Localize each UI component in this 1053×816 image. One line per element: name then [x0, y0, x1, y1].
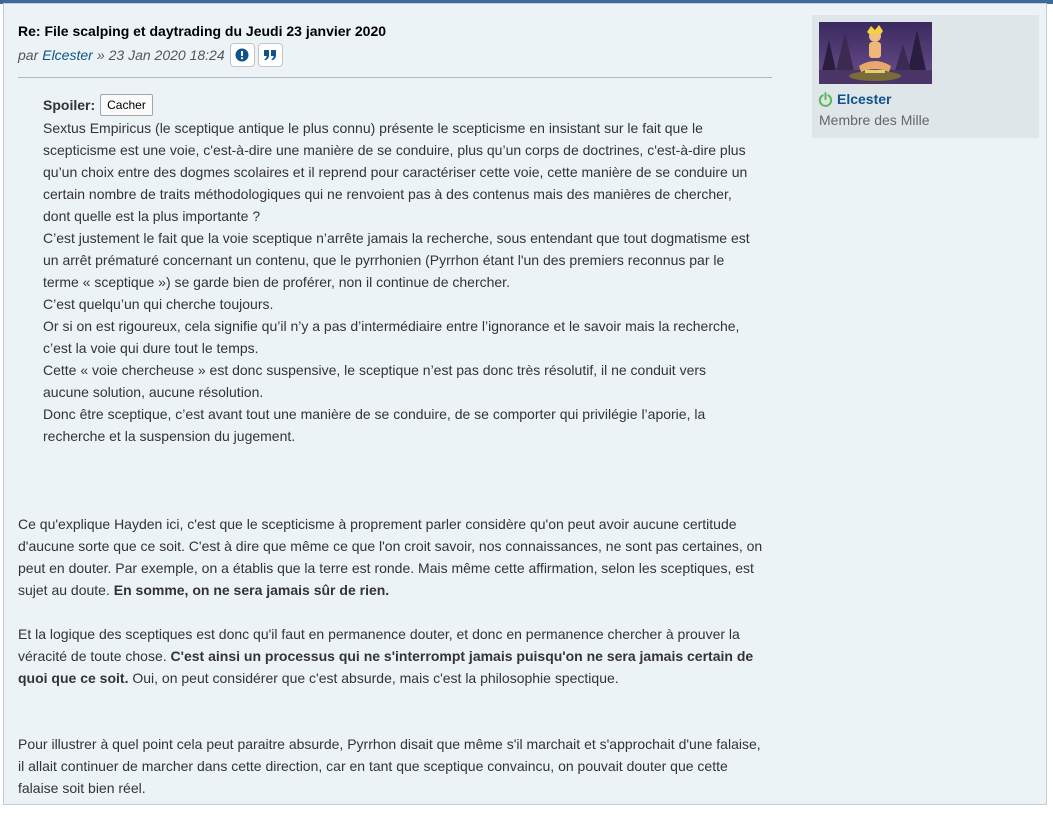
- post-divider: [18, 77, 772, 78]
- forum-post: [3, 3, 1047, 805]
- report-exclamation-icon: [235, 48, 249, 62]
- spoiler-line: Or si on est rigoureux, cela signifie qu’il n’y a pas d’intermédiaire entre l’ignorance et le savoir mais la recherche, c’est la voie qui dure tout le temps.: [43, 318, 740, 356]
- post-author-line: [18, 42, 773, 68]
- separator: »: [96, 47, 105, 63]
- body-paragraph-3: [18, 733, 768, 799]
- spoiler-line: C’est justement le fait que la voie sceptique n’arrête jamais la recherche, sous entendant que tout dogmatisme est un arrêt prématuré concernant un contenu, que le pyrrhonien (Pyrrhon étant l'un des premiers reconnus par le terme « sceptique ») se garde bien de proférer, non il continue de chercher.: [43, 230, 750, 290]
- paragraph-bold: En somme, on ne sera jamais sûr de rien.: [113, 582, 390, 598]
- author-profile: [812, 15, 1039, 138]
- by-label: par: [18, 47, 39, 63]
- online-power-icon: [818, 92, 833, 107]
- paragraph-tail: Oui, on peut considérer que c'est absurde, mais c'est la philosophie spectique.: [128, 670, 619, 686]
- spoiler-label: Spoiler:: [43, 97, 96, 113]
- profile-username[interactable]: [818, 90, 891, 108]
- spoiler-line: Sextus Empiricus (le sceptique antique le plus connu) présente le scepticisme en insistant sur le fait que le scepticisme est une voie, c'est-à-dire une manière de se conduire, plus qu’un corps de doctrines, c'est-à-dire plus qu’un choix entre des dogmes scolaires et il reprend pour caractériser cette voie, cette manière de se conduire un certain nombre de traits méthodologiques qui ne renvoient pas à des contenus mais des manières de chercher, dont quelle est la plus importante ?: [43, 120, 748, 224]
- paragraph-text: Et la logique des sceptiques est donc qu'il faut en permanence douter, et donc en permanence chercher à prouver la véracité de toute chose.: [18, 626, 740, 664]
- body-paragraph-2: [18, 623, 768, 689]
- report-button[interactable]: [230, 43, 255, 67]
- post-title[interactable]: Re: File scalping et daytrading du Jeudi 23 janvier 2020: [18, 23, 387, 39]
- hide-spoiler-button[interactable]: Cacher: [100, 94, 153, 116]
- author-link[interactable]: Elcester: [42, 47, 93, 63]
- spoiler-content: [43, 117, 753, 447]
- spoiler-line: Cette « voie chercheuse » est donc suspensive, le sceptique n’est pas donc très résolutif, il ne conduit vers aucune solution, aucune résolution.: [43, 362, 707, 400]
- spoiler-block: [43, 93, 753, 447]
- quote-icon: [263, 49, 277, 61]
- post-body: [18, 22, 773, 68]
- body-paragraph-1: [18, 513, 768, 601]
- paragraph-bold: C'est ainsi un processus qui ne s'interrompt jamais puisqu'on ne sera jamais certain de quoi que ce soit.: [18, 648, 754, 686]
- paragraph-text: Pour illustrer à quel point cela peut paraitre absurde, Pyrrhon disait que même s'il marchait et s'approchait d'une falaise, il allait continuer de marcher dans cette direction, car en tant que sceptique convaincu, on pouvait douter que cette falaise soit bien réel.: [18, 736, 761, 796]
- paragraph-text: Ce qu'explique Hayden ici, c'est que le scepticisme à proprement parler considère qu'on peut avoir aucune certitude d'aucune sorte que ce soit. C'est à dire que même ce que l'on croit savoir, nos connaissances, ne sont pas certaines, on peut en douter. Par exemple, on a établis que la terre est ronde. Mais même cette affirmation, selon les sceptiques, est sujet au doute.: [18, 516, 763, 598]
- quote-button[interactable]: [258, 43, 283, 67]
- spoiler-line: Donc être sceptique, c’est avant tout une manière de se conduire, de se comporter qui privilégie l’aporie, la recherche et la suspension du jugement.: [43, 406, 706, 444]
- post-date: 23 Jan 2020 18:24: [108, 47, 225, 63]
- profile-rank: Membre des Mille: [819, 112, 930, 128]
- profile-name-text[interactable]: Elcester: [837, 91, 892, 107]
- meditating-figure-avatar[interactable]: [819, 22, 932, 84]
- spoiler-header: [43, 93, 753, 117]
- spoiler-line: C’est quelqu’un qui cherche toujours.: [43, 296, 274, 312]
